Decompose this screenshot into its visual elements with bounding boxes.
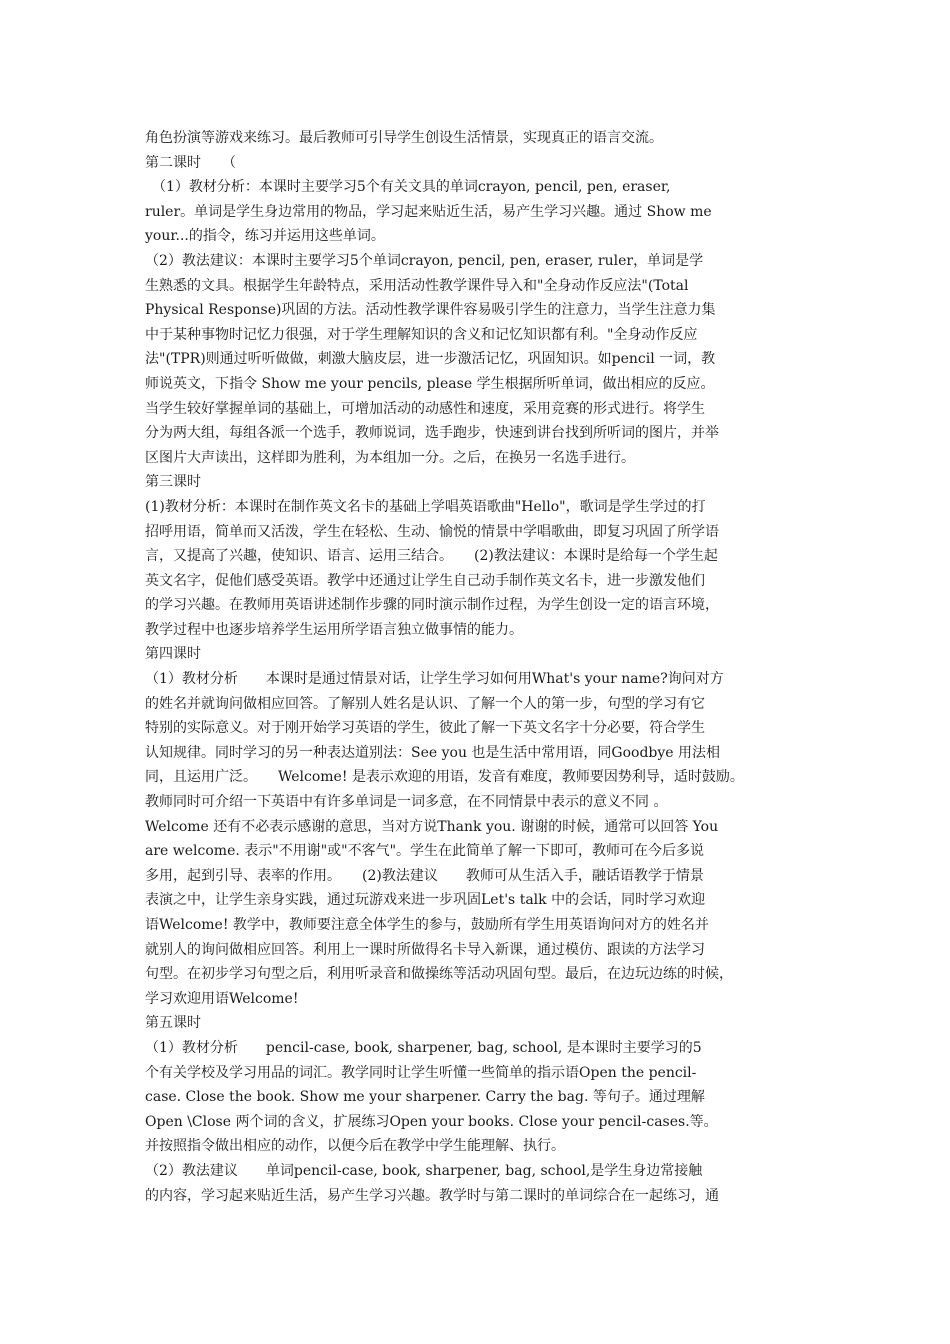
text-line: Welcome 还有不必表示感谢的意思，当对方说Thank you. 谢谢的时候，通常可以回答 You bbox=[145, 818, 719, 835]
text-line: 语Welcome! 教学中，教师要注意全体学生的参与，鼓励所有学生用英语询问对方的姓名并 bbox=[145, 917, 709, 933]
text-line: 同，且运用广泛。 Welcome! 是表示欢迎的用语，发音有难度，教师要因势利导，适时鼓励。 bbox=[145, 769, 744, 786]
text-line: 中于某种事物时记忆力很强，对于学生理解知识的含义和记忆知识都有利。"全身动作反应 bbox=[145, 326, 698, 343]
text-line: 并按照指令做出相应的动作，以便今后在教学中学生能理解、执行。 bbox=[145, 1138, 565, 1155]
text-line: 英文名字，促他们感受英语。教学中还通过让学生自己动手制作英文名卡，进一步激发他们 bbox=[145, 572, 705, 589]
text-line: （1）教材分析：本课时主要学习5个有关文具的单词crayon, pencil, pen, eraser, bbox=[145, 179, 671, 196]
text-line: 第二课时 （ bbox=[145, 154, 236, 171]
text-line: 的内容，学习起来贴近生活，易产生学习兴趣。教学时与第二课时的单词综合在一起练习，通 bbox=[145, 1187, 719, 1204]
text-line: 句型。在初步学习句型之后，利用听录音和做操练等活动巩固句型。最后，在边玩边练的时候， bbox=[145, 966, 733, 983]
text-line: （2）教法建议：本课时主要学习5个单词crayon, pencil, pen, eraser, ruler，单词是学 bbox=[145, 252, 704, 269]
document-body bbox=[145, 126, 817, 1208]
text-line: ruler。单词是学生身边常用的物品，学习起来贴近生活，易产生学习兴趣。通过 Show me bbox=[145, 203, 712, 220]
text-line: 分为两大组，每组各派一个选手，教师说词，选手跑步，快速到讲台找到所听词的图片，并举 bbox=[145, 425, 719, 442]
text-line: 第三课时 bbox=[145, 474, 201, 491]
text-line: 多用，起到引导、表率的作用。 (2)教法建议 教师可从生活入手，融话语教学于情景 bbox=[145, 867, 704, 884]
text-line: （2）教法建议 单词pencil-case, book, sharpener, bag, school,是学生身边常接触 bbox=[145, 1162, 703, 1179]
text-line: (1)教材分析：本课时在制作英文名卡的基础上学唱英语歌曲"Hello"，歌词是学生学过的打 bbox=[145, 498, 706, 515]
text-line: （1）教材分析 pencil-case, book, sharpener, bag, school, 是本课时主要学习的5 bbox=[145, 1039, 702, 1056]
text-line: 教师同时可介绍一下英语中有许多单词是一词多意，在不同情景中表示的意义不同 。 bbox=[145, 794, 668, 811]
text-line: 的学习兴趣。在教师用英语讲述制作步骤的同时演示制作过程，为学生创设一定的语言环境， bbox=[145, 597, 719, 614]
text-line: Physical Response)巩固的方法。活动性教学课件容易吸引学生的注意力，当学生注意力集 bbox=[145, 302, 716, 319]
text-line: 就别人的询问做相应回答。利用上一课时所做得名卡导入新课，通过模仿、跟读的方法学习 bbox=[145, 941, 705, 958]
text-line: Open \Close 两个词的含义，扩展练习Open your books. Close your pencil-cases.等。 bbox=[145, 1113, 718, 1130]
text-line: 学习欢迎用语Welcome! bbox=[145, 990, 299, 1007]
text-line: case. Close the book. Show me your sharpener. Carry the bag. 等句子。通过理解 bbox=[145, 1089, 705, 1106]
text-line: are welcome. 表示"不用谢"或"不客气"。学生在此简单了解一下即可，教师可在今后多说 bbox=[145, 843, 705, 860]
text-line: 角色扮演等游戏来练习。最后教师可引导学生创设生活情景，实现真正的语言交流。 bbox=[145, 130, 663, 146]
text-line: 认知规律。同时学习的另一种表达道别法：See you 也是生活中常用语，同Goodbye 用法相 bbox=[145, 744, 721, 761]
text-line: 当学生较好掌握单词的基础上，可增加活动的动感性和速度，采用竞赛的形式进行。将学生 bbox=[145, 400, 705, 417]
text-line: 法"(TPR)则通过听听做做，刺激大脑皮层，进一步激活记忆，巩固知识。如pencil 一词，教 bbox=[145, 351, 716, 368]
text-line: 招呼用语，简单而又活泼，学生在轻松、生动、愉悦的情景中学唱歌曲，即复习巩固了所学语 bbox=[145, 523, 719, 540]
text-line: 师说英文，下指令 Show me your pencils, please 学生根据所听单词，做出相应的反应。 bbox=[145, 375, 715, 392]
text-line: 区图片大声读出，这样即为胜利，为本组加一分。之后，在换另一名选手进行。 bbox=[145, 449, 635, 466]
text-line: 教学过程中也逐步培养学生运用所学语言独立做事情的能力。 bbox=[145, 621, 523, 638]
text-line: 第五课时 bbox=[145, 1015, 201, 1032]
text-line: 个有关学校及学习用品的词汇。教学同时让学生听懂一些简单的指示语Open the pencil- bbox=[145, 1064, 697, 1081]
text-line: 特别的实际意义。对于刚开始学习英语的学生，彼此了解一下英文名字十分必要，符合学生 bbox=[145, 720, 705, 737]
text-line: 言，又提高了兴趣，使知识、语言、运用三结合。 (2)教法建议：本课时是给每一个学生起 bbox=[145, 548, 718, 565]
text-line: 表演之中，让学生亲身实践，通过玩游戏来进一步巩固Let's talk 中的会话，同时学习欢迎 bbox=[145, 892, 706, 909]
text-line: 第四课时 bbox=[145, 646, 201, 663]
text-line: 的姓名并就询问做相应回答。了解别人姓名是认识、了解一个人的第一步，句型的学习有它 bbox=[145, 695, 705, 712]
text-line: 生熟悉的文具。根据学生年龄特点，采用活动性教学课件导入和"全身动作反应法"(Total bbox=[145, 277, 689, 294]
text-line: （1）教材分析 本课时是通过情景对话，让学生学习如何用What's your name?询问对方 bbox=[145, 671, 724, 688]
text-line: your...的指令，练习并运用这些单词。 bbox=[145, 228, 385, 245]
